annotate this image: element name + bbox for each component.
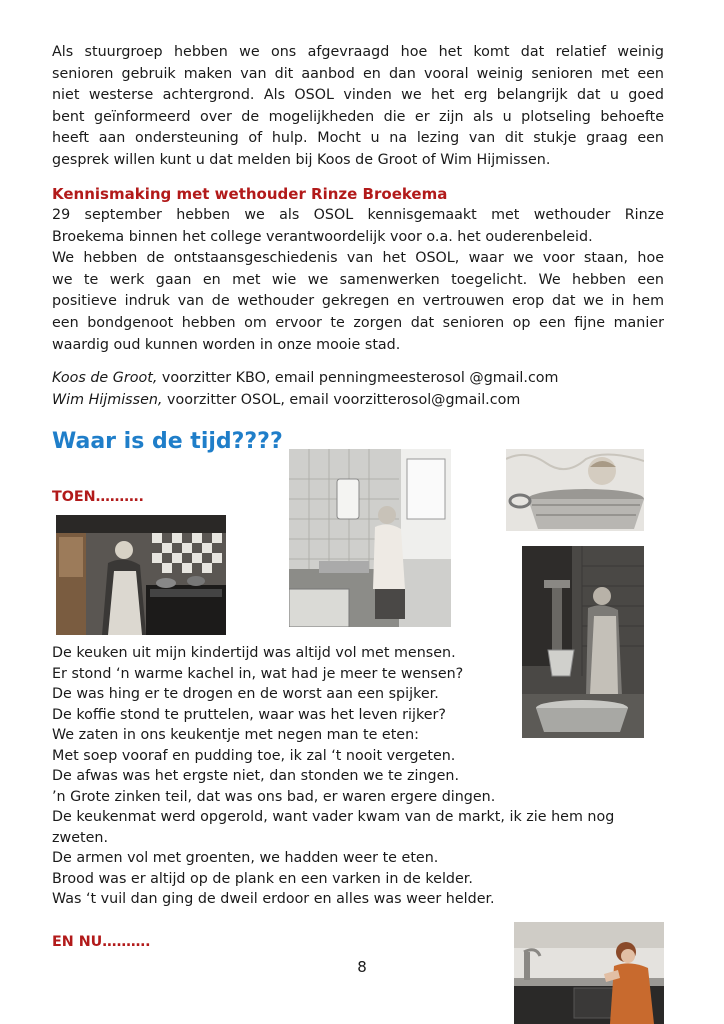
intro-line: bent geïnformeerd over de mogelijkheden die er zijn als u plotseling behoefte bbox=[52, 108, 664, 125]
signature-details: voorzitter KBO, email penningmeesterosol @gmail.com bbox=[157, 370, 559, 386]
section-line: 29 september hebben we als OSOL kennisgemaakt met wethouder Rinze bbox=[52, 207, 664, 223]
intro-line: senioren gebruik maken van dit aanbod en dan vooral weinig senioren met een bbox=[52, 65, 664, 82]
poem-line: Brood was er altijd op de plank en een varken in de kelder. bbox=[52, 870, 473, 887]
poem-line: We zaten in ons keukentje met negen man te eten: bbox=[52, 727, 419, 743]
poem-line: zweten. bbox=[52, 829, 109, 846]
section-line: Broekema binnen het college verantwoordelijk voor o.a. het ouderenbeleid. bbox=[52, 228, 593, 245]
article-title: Waar is de tijd???? bbox=[52, 429, 283, 454]
poem-line: Met soep vooraf en pudding toe, ik zal ‘t nooit vergeten. bbox=[52, 747, 456, 764]
poem-line: ’n Grote zinken teil, dat was ons bad, er waren ergere dingen. bbox=[52, 788, 496, 805]
en-nu-label: EN NU………. bbox=[52, 934, 151, 950]
section-heading: Kennismaking met wethouder Rinze Broekema bbox=[52, 185, 448, 203]
poem-line: De was hing er te drogen en de worst aan een spijker. bbox=[52, 686, 439, 702]
intro-paragraph bbox=[52, 42, 664, 172]
signature-details: voorzitter OSOL, email voorzitterosol@gmail.com bbox=[162, 392, 521, 408]
poem-line: Was ‘t vuil dan ging de dweil erdoor en alles was weer helder. bbox=[52, 891, 495, 907]
section-line: positieve indruk van de wethouder gekregen en vertrouwen erop dat we in hem bbox=[52, 293, 664, 310]
poem-line: De armen vol met groenten, we hadden weer te eten. bbox=[52, 850, 439, 866]
poem bbox=[52, 643, 664, 910]
baby-washtub-photo bbox=[506, 449, 644, 531]
signature-name: Wim Hijmissen, bbox=[52, 392, 163, 408]
modern-kitchen-photo bbox=[514, 922, 664, 1024]
intro-line: Als stuurgroep hebben we ons afgevraagd hoe het komt dat relatief weinig bbox=[52, 44, 664, 60]
signature-koos bbox=[52, 368, 558, 390]
signature-name: Koos de Groot, bbox=[52, 370, 158, 386]
kitchen-sink-photo bbox=[289, 449, 451, 627]
poem-line: De keuken uit mijn kindertijd was altijd vol met mensen. bbox=[52, 645, 456, 661]
intro-line: heeft aan ondersteuning of hulp. Mocht u na lezing van dit stukje graag een bbox=[52, 130, 664, 147]
section-paragraph bbox=[52, 205, 664, 356]
signature-wim bbox=[52, 390, 520, 412]
section-line: we te werk gaan en met wie we samenwerken toegelicht. We hebben een bbox=[52, 271, 664, 288]
intro-line: niet westerse achtergrond. Als OSOL vinden we het erg belangrijk dat u goed bbox=[52, 87, 664, 104]
old-kitchen-photo bbox=[56, 515, 226, 635]
section-line: waardig oud kunnen worden in onze mooie stad. bbox=[52, 336, 401, 353]
poem-line: De afwas was het ergste niet, dan stonden we te zingen. bbox=[52, 768, 459, 784]
poem-line: Er stond ‘n warme kachel in, wat had je meer te wensen? bbox=[52, 665, 464, 682]
poem-line: De keukenmat werd opgerold, want vader kwam van de markt, ik zie hem nog bbox=[52, 809, 615, 825]
section-line: We hebben de ontstaansgeschiedenis van het OSOL, waar we voor staan, hoe bbox=[52, 250, 664, 267]
page-number: 8 bbox=[357, 958, 367, 976]
poem-line: De koffie stond te pruttelen, waar was het leven rijker? bbox=[52, 706, 446, 723]
toen-label: TOEN………. bbox=[52, 489, 144, 505]
section-line: een bondgenoot hebben om ervoor te zorgen dat senioren op een fijne manier bbox=[52, 314, 664, 331]
intro-line: gesprek willen kunt u dat melden bij Koos de Groot of Wim Hijmissen. bbox=[52, 151, 551, 168]
